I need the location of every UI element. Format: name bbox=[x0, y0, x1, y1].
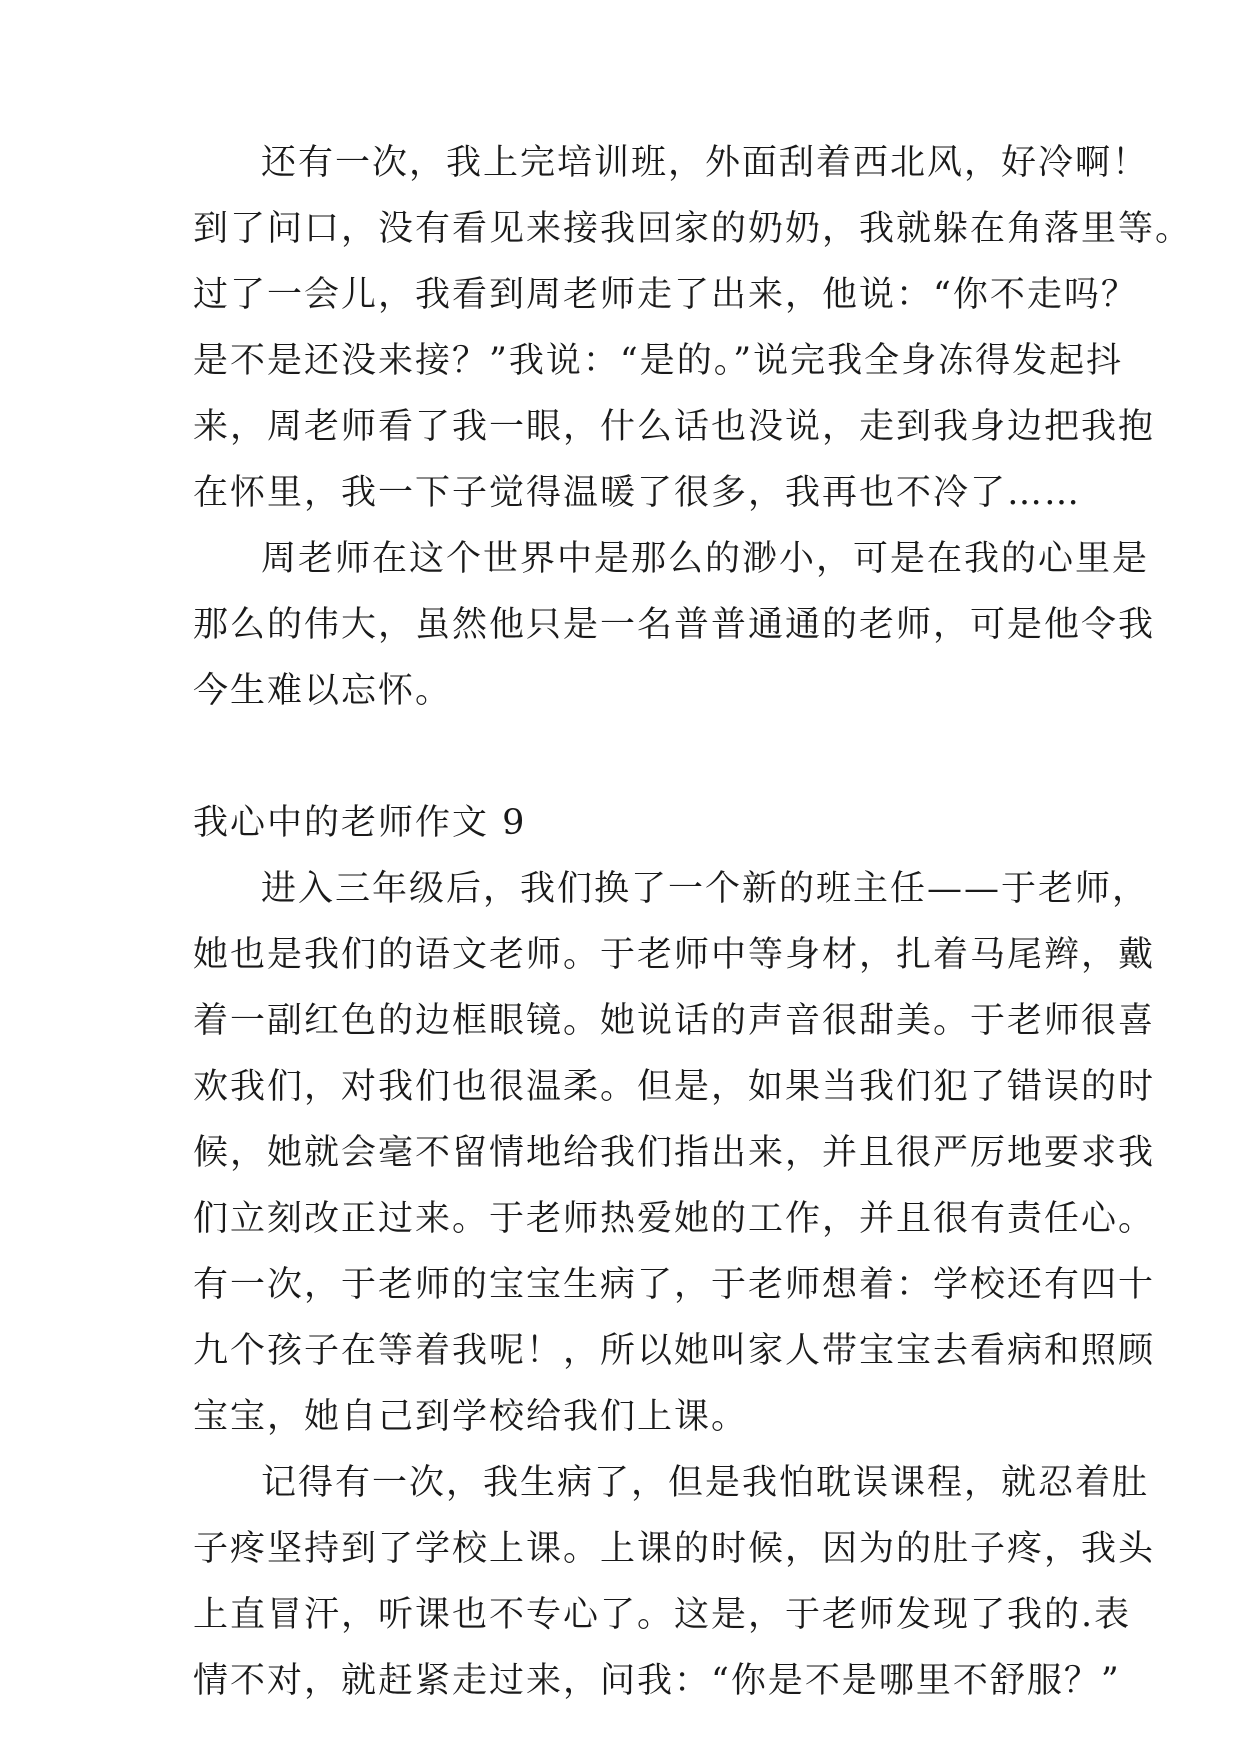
paragraph-line: 她也是我们的语文老师。于老师中等身材，扎着马尾辫，戴 bbox=[193, 935, 1156, 975]
paragraph-line: 情不对，就赶紧走过来，问我：“你是不是哪里不舒服？” bbox=[193, 1661, 1121, 1701]
paragraph-line: 是不是还没来接？”我说：“是的。”说完我全身冻得发起抖 bbox=[193, 341, 1124, 381]
paragraph-line: 那么的伟大，虽然他只是一名普普通通的老师，可是他令我 bbox=[193, 605, 1156, 645]
paragraph-line: 子疼坚持到了学校上课。上课的时候，因为的肚子疼，我头 bbox=[193, 1529, 1156, 1569]
paragraph-line: 在怀里，我一下子觉得温暖了很多，我再也不冷了…… bbox=[193, 473, 1082, 513]
paragraph-line: 进入三年级后，我们换了一个新的班主任——于老师， bbox=[261, 869, 1150, 909]
paragraph-line: 到了问口，没有看见来接我回家的奶奶，我就躲在角落里等。 bbox=[193, 209, 1193, 249]
paragraph-line: 今生难以忘怀。 bbox=[193, 671, 453, 711]
paragraph-line: 欢我们，对我们也很温柔。但是，如果当我们犯了错误的时 bbox=[193, 1067, 1156, 1107]
paragraph-line: 过了一会儿，我看到周老师走了出来，他说：“你不走吗？ bbox=[193, 275, 1138, 315]
paragraph-line: 九个孩子在等着我呢！，所以她叫家人带宝宝去看病和照顾 bbox=[193, 1331, 1156, 1371]
paragraph-line: 着一副红色的边框眼镜。她说话的声音很甜美。于老师很喜 bbox=[193, 1001, 1156, 1041]
paragraph-line: 还有一次，我上完培训班，外面刮着西北风，好冷啊！ bbox=[261, 143, 1150, 183]
paragraph-line: 记得有一次，我生病了，但是我怕耽误课程，就忍着肚 bbox=[261, 1463, 1150, 1503]
paragraph-line: 上直冒汗，听课也不专心了。这是，于老师发现了我的.表 bbox=[193, 1595, 1132, 1635]
paragraph-line: 来，周老师看了我一眼，什么话也没说，走到我身边把我抱 bbox=[193, 407, 1156, 447]
essay-title: 我心中的老师作文 9 bbox=[193, 803, 527, 843]
paragraph-line: 候，她就会毫不留情地给我们指出来，并且很严厉地要求我 bbox=[193, 1133, 1156, 1173]
paragraph-line: 有一次，于老师的宝宝生病了，于老师想着：学校还有四十 bbox=[193, 1265, 1156, 1305]
paragraph-line: 周老师在这个世界中是那么的渺小，可是在我的心里是 bbox=[261, 539, 1150, 579]
paragraph-line: 们立刻改正过来。于老师热爱她的工作，并且很有责任心。 bbox=[193, 1199, 1156, 1239]
paragraph-line: 宝宝，她自己到学校给我们上课。 bbox=[193, 1397, 749, 1437]
